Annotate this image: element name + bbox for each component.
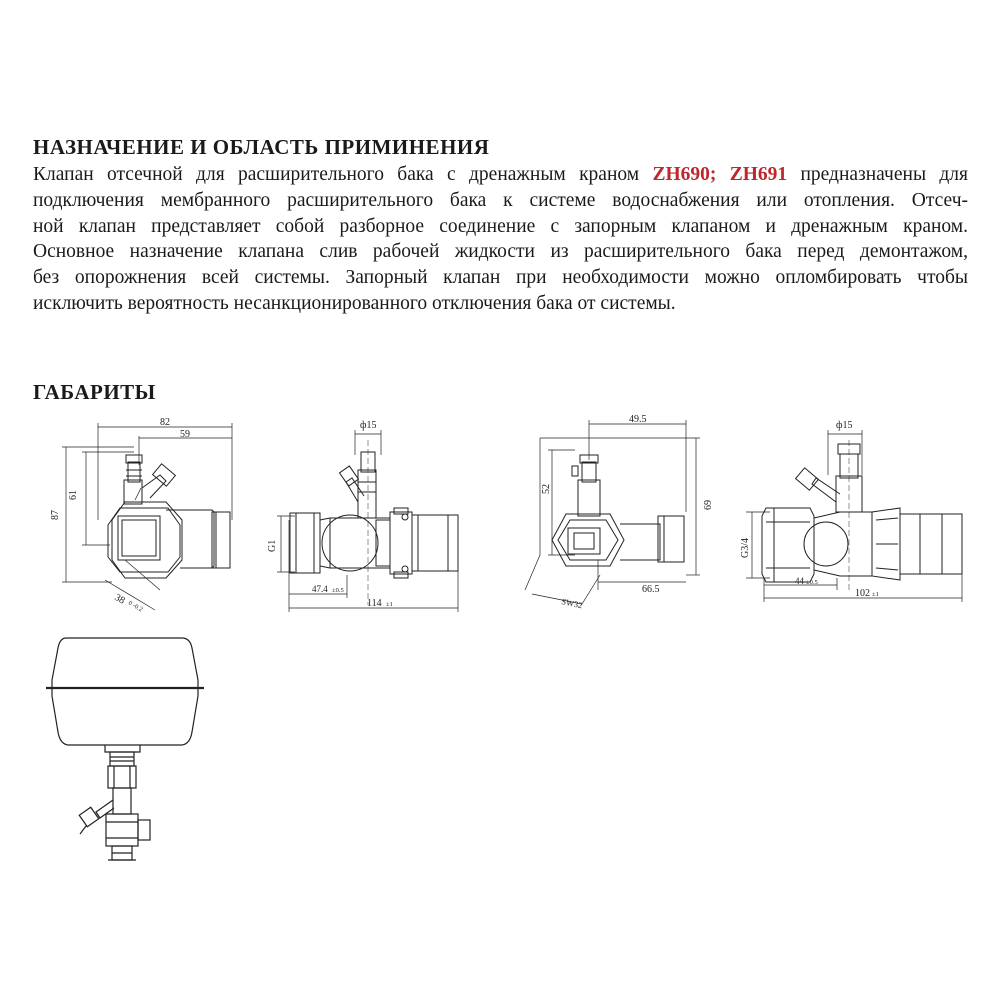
dim-g34-label: G3/4 (740, 538, 751, 558)
tol-102-label: ±1 (872, 591, 879, 598)
dim-38-label: 38 (112, 592, 127, 607)
dim-47-label: 47.4 (312, 584, 328, 594)
drawing-side-view-2 (740, 420, 962, 602)
dim-61-label: 61 (68, 490, 79, 500)
dim-phi15-label: ф15 (360, 420, 377, 431)
dim-59-label: 59 (180, 429, 190, 440)
drawing-front-view-1 (50, 417, 232, 613)
section-title-purpose: НАЗНАЧЕНИЕ И ОБЛАСТЬ ПРИМИНЕНИЯ (33, 135, 490, 159)
dim-49-label: 49.5 (629, 414, 647, 425)
model-numbers: ZH690; ZH691 (652, 164, 788, 185)
dim-114-label: 114 (367, 598, 382, 609)
drawing-side-view-1 (267, 420, 458, 612)
dim-87-label: 87 (50, 510, 61, 520)
paragraph-text: предназначены для (787, 164, 969, 185)
paragraph-line: исключить вероятность несанкционированного отключения бака от системы. (33, 292, 676, 314)
paragraph-line: подключения мембранного расширительного бака к системе водоснабжения или отопления. Отсеч- (33, 189, 968, 211)
paragraph-line: Основное назначение клапана слив рабочей жидкости из расширительного бака перед демонтажом, (33, 241, 968, 263)
dim-69-label: 69 (703, 500, 714, 510)
section-title-dimensions: ГАБАРИТЫ (33, 380, 156, 404)
paragraph-line: ной клапан представляет собой разборное соединение с запорным клапаном и дренажным краном. (33, 215, 968, 237)
dim-102-label: 102 (855, 588, 870, 599)
dim-sw32-label: SW32 (560, 596, 584, 611)
dim-66-label: 66.5 (642, 584, 660, 595)
dim-114-tolerance: ±1 (386, 601, 393, 608)
drawing-front-view-2 (525, 414, 714, 610)
dim-38-tolerance: 0 -0.2 (127, 599, 144, 614)
dim-52-label: 52 (541, 484, 552, 494)
dim-phi15-label-2: ф15 (836, 420, 853, 431)
dim-47-tolerance: ±0.5 (332, 587, 344, 594)
dim-82-label: 82 (160, 417, 170, 428)
paragraph-line: без опорожнения всей системы. Запорный клапан при необходимости можно опломбировать чтобы (33, 267, 968, 289)
paragraph-text: Клапан отсечной для расширительного бака с дренажным краном (33, 164, 653, 185)
dim-44-label: 44 (795, 576, 804, 586)
dim-g1-label: G1 (267, 539, 278, 552)
drawing-tank-installation (46, 638, 204, 860)
dim-44-tolerance: ±0.5 (806, 579, 818, 586)
